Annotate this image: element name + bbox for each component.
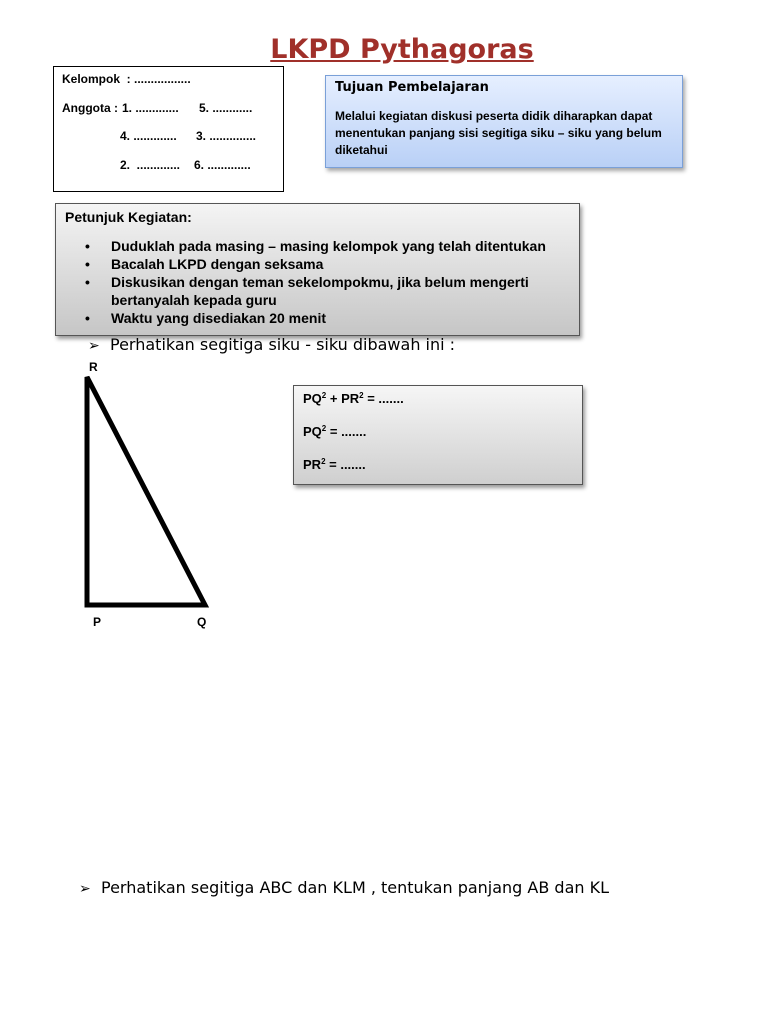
formula-row-pq: $PQ^2$ = ....... [303, 424, 367, 439]
member-5: 3. .............. [196, 129, 257, 143]
instruction-text: Perhatikan segitiga siku - siku dibawah ini : [110, 335, 456, 354]
page-title: LKPD Pythagoras [270, 34, 534, 65]
instruction-text: Perhatikan segitiga ABC dan KLM , tentukan panjang AB dan KL [101, 878, 610, 897]
arrow-bullet-icon: ➢ [79, 881, 91, 897]
triangle-shape [87, 377, 205, 605]
arrow-bullet-icon: ➢ [88, 338, 100, 354]
learning-goal-title: Tujuan Pembelajaran [335, 80, 489, 95]
activity-steps-title: Petunjuk Kegiatan: [65, 209, 192, 225]
learning-goal-text: Melalui kegiatan diskusi peserta didik diharapkan dapat menentukan panjang sisi segitiga siku – siku yang belum diketahui [335, 109, 662, 157]
member-4: 5. ............ [199, 101, 253, 115]
bullet-icon: • [85, 238, 90, 254]
vertex-label-p: P [93, 615, 102, 629]
bullet-icon: • [85, 256, 90, 272]
formula-row-sum: $PQ^2 + PR^2$ = ....... [303, 391, 404, 406]
step-text: Waktu yang disediakan 20 menit [111, 310, 326, 326]
member-1: 1. ............. [122, 101, 179, 115]
vertex-label-r: R [89, 360, 98, 374]
bullet-icon: • [85, 274, 90, 290]
member-6: 6. ............. [194, 158, 251, 172]
vertex-label-q: Q [197, 615, 207, 629]
instruction-abc-klm [79, 878, 609, 897]
group-name-field: Kelompok : ................. [62, 72, 191, 86]
bullet-icon: • [85, 310, 90, 326]
step-text: Duduklah pada masing – masing kelompok yang telah ditentukan [111, 238, 546, 254]
step-text: Diskusikan dengan teman sekelompokmu, jika belum mengerti bertanyalah kepada guru [111, 274, 529, 308]
formula-row-pr: $PR^2$ = ....... [303, 457, 366, 472]
formula-box [293, 385, 583, 485]
member-3: 2. ............. [120, 158, 181, 172]
step-text: Bacalah LKPD dengan seksama [111, 256, 324, 272]
members-label: Anggota : [62, 101, 118, 115]
member-2: 4. ............. [120, 129, 177, 143]
